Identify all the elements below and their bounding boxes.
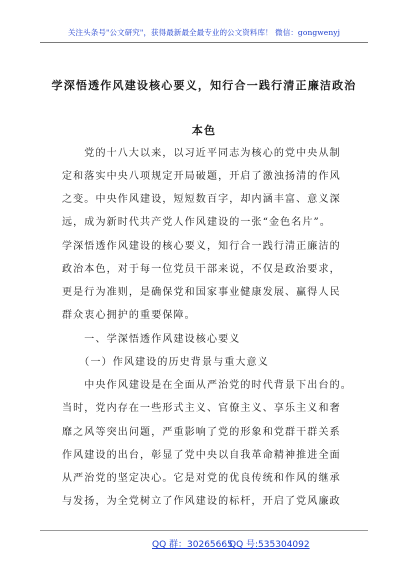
page-header (0, 0, 408, 52)
body-line: 更是行为准则，是确保党和国家事业健康发展、赢得人民 (62, 287, 341, 298)
header-divider (40, 42, 368, 43)
footer-qq-number-link[interactable]: QQ 号:535304092 (229, 540, 310, 550)
footer-divider (40, 530, 368, 531)
subsection-heading: （一）作风建设的历史背景与重大意义 (62, 357, 269, 368)
document-title-line-1: 学深悟透作风建设核心要义，知行合一践行清正廉洁政治 (51, 79, 357, 92)
body-line: 与发扬，为全党树立了作风建设的标杆，开启了党风廉政 (62, 496, 341, 507)
section-heading: 一、学深悟透作风建设核心要义 (62, 334, 241, 345)
body-line: 当时，党内存在一些形式主义、官僚主义、享乐主义和奢 (62, 403, 341, 414)
footer-qq-group-link[interactable]: QQ 群：30265665 (152, 540, 233, 550)
body-line: 中央作风建设是在全面从严治党的时代背景下出台的。 (62, 380, 352, 391)
body-line: 党的十八大以来，以习近平同志为核心的党中央从制 (62, 148, 341, 159)
page-footer (0, 530, 408, 570)
body-line: 学深悟透作风建设的核心要义，知行合一践行清正廉洁的 (62, 241, 341, 252)
body-line: 作风建设的出台，彰显了党中央以自我革命精神推进全面 (62, 450, 341, 461)
body-line: 靡之风等突出问题，严重影响了党的形象和党群干群关系 (62, 427, 341, 438)
body-line: 远，成为新时代共产党人作风建设的一张“金色名片”。 (62, 217, 331, 228)
body-line: 从严治党的坚定决心。它是对党的优良传统和作风的继承 (62, 473, 341, 484)
header-promo-text: 关注头条号"公文研究"，获得最新最全最专业的公文资料库！ 微信：gongwenyj (67, 28, 341, 37)
body-line: 政治本色，对于每一位党员干部来说，不仅是政治要求， (62, 264, 341, 275)
document-title-line-2: 本色 (191, 124, 217, 137)
body-line: 之变。中央作风建设，短短数百字，却内涵丰富、意义深 (62, 194, 341, 205)
body-line: 群众衷心拥护的重要保障。 (62, 310, 196, 321)
body-line: 定和落实中央八项规定开局破题，开启了激浊扬清的作风 (62, 171, 341, 182)
